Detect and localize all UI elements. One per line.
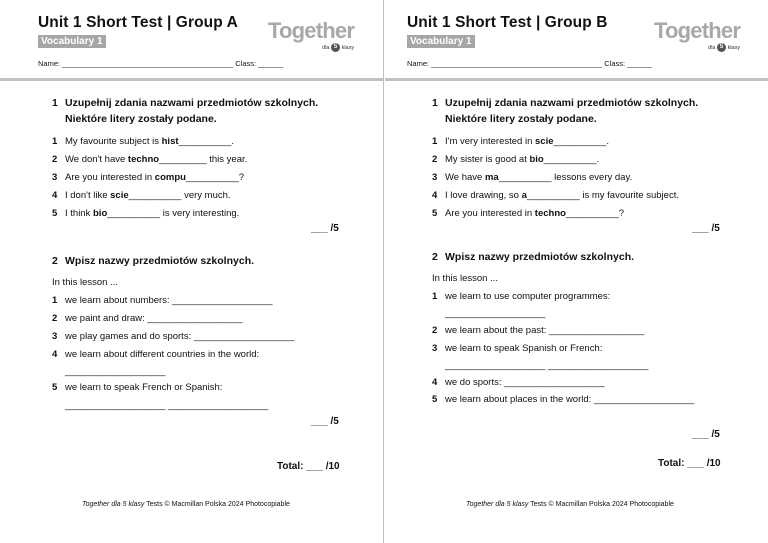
- total-score[interactable]: Total: ___ /10: [277, 461, 340, 472]
- task-heading: 1 Uzupełnij zdania nazwami przedmiotów szkolnych. Niektóre litery zostały podane.: [52, 97, 319, 125]
- footer-copyright: Together dla 5 klasy Tests © Macmillan Polska 2024 Photocopiable: [466, 501, 674, 508]
- task-heading: 2 Wpisz nazwy przedmiotów szkolnych.: [432, 251, 635, 263]
- section-badge: Vocabulary 1: [38, 35, 106, 48]
- together-logo: [268, 18, 355, 51]
- task-2-score[interactable]: ___ /5: [311, 416, 339, 427]
- header-divider: [385, 78, 768, 81]
- grade-five-icon: 5: [717, 43, 726, 52]
- task-2-intro: In this lesson ...: [432, 273, 499, 284]
- task-heading: 1 Uzupełnij zdania nazwami przedmiotów szkolnych. Niektóre litery zostały podane.: [432, 97, 699, 125]
- task-heading: 2 Wpisz nazwy przedmiotów szkolnych.: [52, 255, 255, 267]
- logo-wordmark: Together: [654, 18, 741, 43]
- section-badge: Vocabulary 1: [407, 35, 475, 48]
- task-1-score[interactable]: ___ /5: [311, 223, 339, 234]
- task-2-intro: In this lesson ...: [52, 277, 119, 288]
- grade-five-icon: 5: [331, 43, 340, 52]
- footer-copyright: Together dla 5 klasy Tests © Macmillan Polska 2024 Photocopiable: [82, 501, 290, 508]
- logo-wordmark: Together: [268, 18, 355, 43]
- task-2: [52, 253, 342, 269]
- task-2: [432, 249, 732, 265]
- task-1-score[interactable]: ___ /5: [692, 223, 720, 234]
- page-title: Unit 1 Short Test | Group A: [38, 14, 238, 31]
- name-class-line[interactable]: Name: _________________________________________ Class: ______: [38, 59, 284, 68]
- together-logo: [654, 18, 741, 51]
- page-title: Unit 1 Short Test | Group B: [407, 14, 608, 31]
- test-sheet-group-b: Unit 1 Short Test | Group B Vocabulary 1 Together dla 5 klasy Name: _________________________________________ Class: ______ 1 Uzupełnij zdania nazwami przedmiotów szkolnych. Niektóre litery zostały podane. 1 I'm very interested in scie__________. 2 My sister is good at bio__________. 3 We have ma__________ lessons every day. 4 I love drawing, so a__________ is my favourite subject. 5 Are you interested in techno__________? ___ /5 2 Wpisz nazwy przedmiotów szkolnych. In this lesson ... 1 we learn to use computer programmes: ___________________ 2 we learn about the past: __________________ 3 we learn to speak Spanish or French: ___________________ ___________________ 4 we do sports: ___________________ 5 we learn about places in the world: ___________________ ___ /5 Total: ___ /10 Together dla 5 klasy Tests © Macmillan Polska 2024 Photocopiable: [384, 0, 768, 543]
- header-divider: [0, 78, 383, 81]
- task-1: [432, 95, 732, 127]
- total-score[interactable]: Total: ___ /10: [658, 458, 721, 469]
- logo-subtitle: dla 5 klasy: [322, 44, 355, 51]
- task-1: [52, 95, 342, 127]
- task-2-score[interactable]: ___ /5: [692, 429, 720, 440]
- name-class-line[interactable]: Name: _________________________________________ Class: ______: [407, 59, 653, 68]
- test-sheet-group-a: Unit 1 Short Test | Group A Vocabulary 1 Together dla 5 klasy Name: _________________________________________ Class: ______ 1 Uzupełnij zdania nazwami przedmiotów szkolnych. Niektóre litery zostały podane. 1 My favourite subject is hist__________. 2 We don't have techno_________ this year. 3 Are you interested in compu__________? 4 I don't like scie__________ very much. 5 I think bio__________ is very interesting. ___ /5 2 Wpisz nazwy przedmiotów szkolnych. In this lesson ... 1 we learn about numbers: ___________________ 2 we paint and draw: __________________ 3 we play games and do sports: ___________________ 4 we learn about different countries in the world: ___________________ 5 we learn to speak French or Spanish: ___________________ ___________________ ___ /5 Total: ___ /10 Together dla 5 klasy Tests © Macmillan Polska 2024 Photocopiable: [0, 0, 384, 543]
- logo-subtitle: dla 5 klasy: [708, 44, 741, 51]
